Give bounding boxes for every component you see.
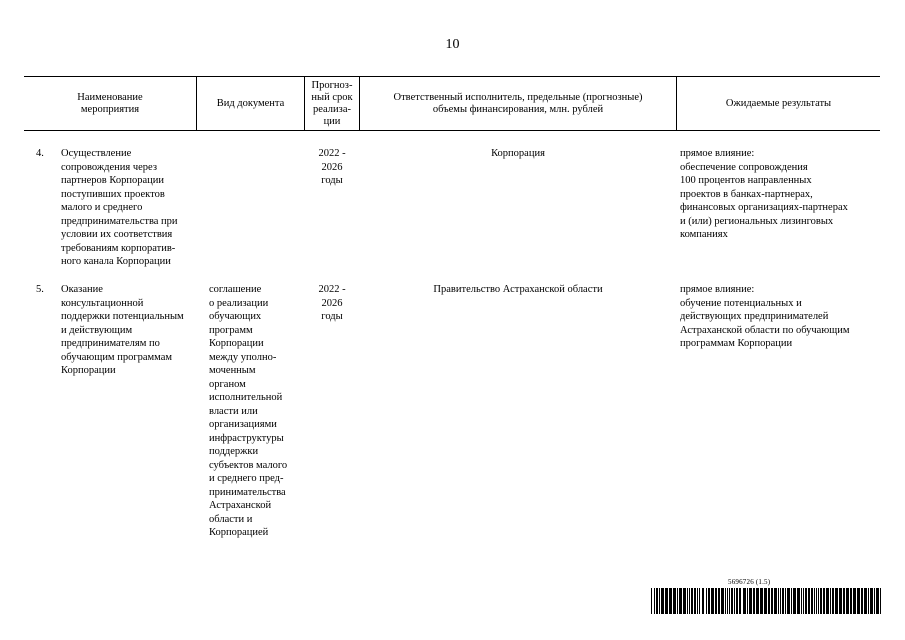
table-header-bottom-rule — [24, 130, 880, 131]
event-name: Осуществление сопровождения через партнеров Корпорации поступивших проектов малого и среднего предпринимательства при условии их соответствия требованиям корпоратив- ного канала Корпорации — [61, 148, 178, 267]
header-term: Прогноз- ный срок реализа- ции — [311, 79, 353, 127]
row-number: 5. — [36, 284, 44, 295]
expected-results: прямое влияние: обеспечение сопровождения 100 процентов направленных проектов в банках-партнерах, финансовых организациях-партнерах и (или) региональных лизинговых компаниях — [680, 148, 848, 240]
barcode-icon — [651, 588, 883, 614]
executor: Правительство Астраханской области — [433, 284, 603, 295]
expected-results: прямое влияние: обучение потенциальных и действующих предпринимателей Астраханской области по обучающим программам Корпорации — [680, 284, 850, 349]
barcode-label: 5696726 (1.5) — [728, 578, 771, 586]
row-number: 4. — [36, 148, 44, 159]
executor: Корпорация — [491, 148, 545, 159]
header-expected-results: Ожидаемые результаты — [725, 97, 832, 109]
table-top-rule — [24, 76, 880, 77]
term: 2022 - 2026 годы — [318, 148, 346, 186]
page-number: 10 — [445, 37, 460, 52]
header-executor-financing: Ответственный исполнитель, предельные (прогнозные) объемы финансирования, млн. рублей — [393, 91, 643, 115]
term: 2022 - 2026 годы — [318, 284, 346, 322]
header-document-type: Вид документа — [216, 97, 285, 109]
header-event-name: Наименование мероприятия — [77, 91, 143, 115]
event-name: Оказание консультационной поддержки потенциальным и действующим предпринимателям по обучающим программам Корпорации — [61, 284, 184, 376]
document-type: соглашение о реализации обучающих программ Корпорации между уполно- моченным органом исполнительной власти или организациями инфраструктуры поддержки субъектов малого и среднего пред- принимательства Астраханской области и Корпорацией — [209, 284, 288, 538]
